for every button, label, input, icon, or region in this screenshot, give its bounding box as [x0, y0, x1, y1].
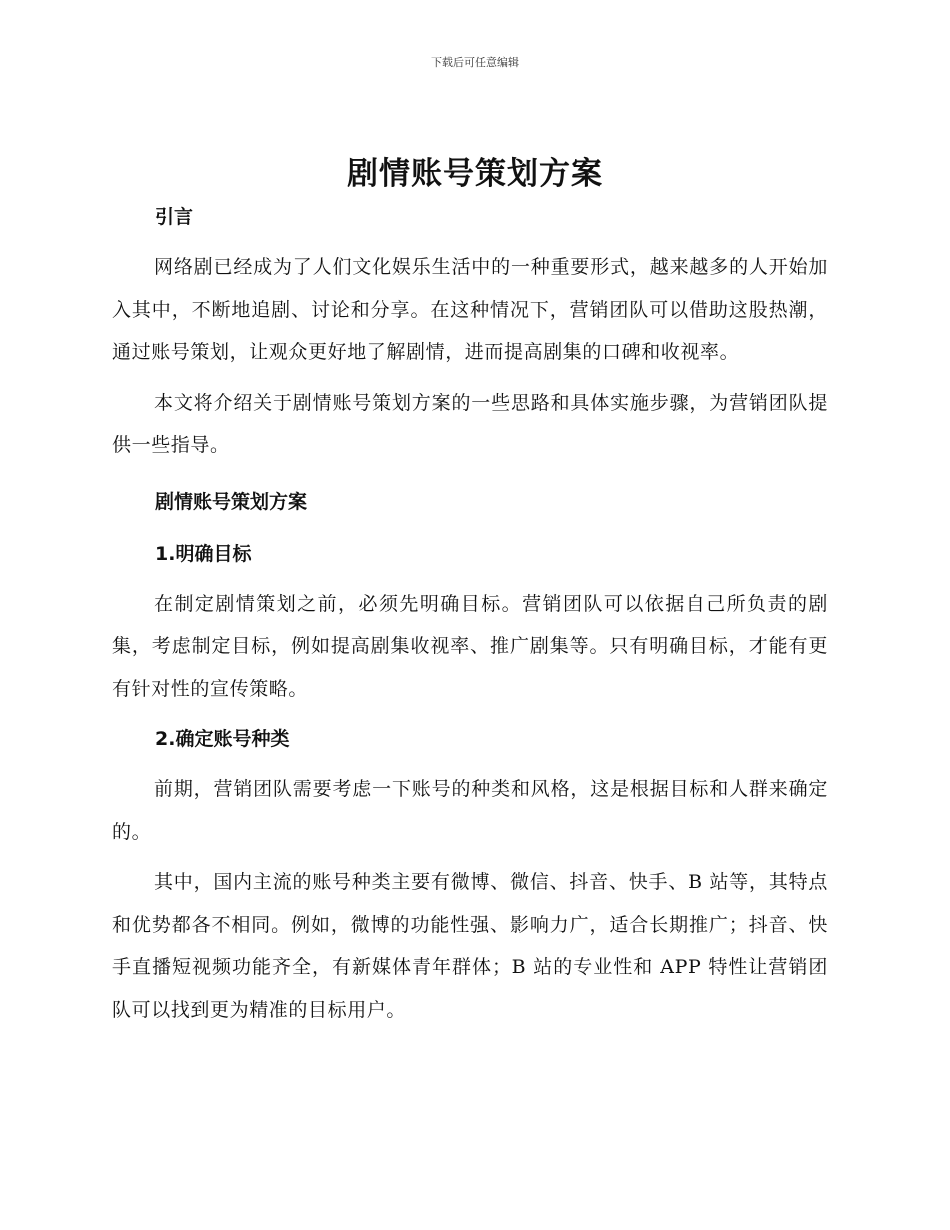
- paragraph-intro-1: 网络剧已经成为了人们文化娱乐生活中的一种重要形式，越来越多的人开始加入其中，不断地追剧、讨论和分享。在这种情况下，营销团队可以借助这股热潮，通过账号策划，让观众更好地了解剧情，进而提高剧集的口碑和收视率。: [112, 256, 828, 363]
- heading-plan: 剧情账号策划方案: [155, 490, 308, 513]
- heading-step-2: 2.确定账号种类: [155, 728, 290, 750]
- header-note: 下载后可任意编辑: [431, 56, 519, 69]
- paragraph-intro-2: 本文将介绍关于剧情账号策划方案的一些思路和具体实施步骤，为营销团队提供一些指导。: [112, 391, 828, 456]
- document-title: 剧情账号策划方案: [347, 156, 603, 192]
- paragraph-step-2-2: 其中，国内主流的账号种类主要有微博、微信、抖音、快手、B 站等，其特点和优势都各不相同。例如，微博的功能性强、影响力广，适合长期推广；抖音、快手直播短视频功能齐全，有新媒体青年群体；B 站的专业性和 APP 特性让营销团队可以找到更为精准的目标用户。: [112, 871, 828, 1021]
- document-body: [112, 200, 828, 1031]
- paragraph-step-2-1: 前期，营销团队需要考虑一下账号的种类和风格，这是根据目标和人群来确定的。: [112, 778, 828, 843]
- paragraph-step-1: 在制定剧情策划之前，必须先明确目标。营销团队可以依据自己所负责的剧集，考虑制定目标，例如提高剧集收视率、推广剧集等。只有明确目标，才能有更有针对性的宣传策略。: [112, 592, 828, 700]
- heading-step-1: 1.明确目标: [155, 542, 252, 565]
- heading-intro: 引言: [155, 206, 194, 228]
